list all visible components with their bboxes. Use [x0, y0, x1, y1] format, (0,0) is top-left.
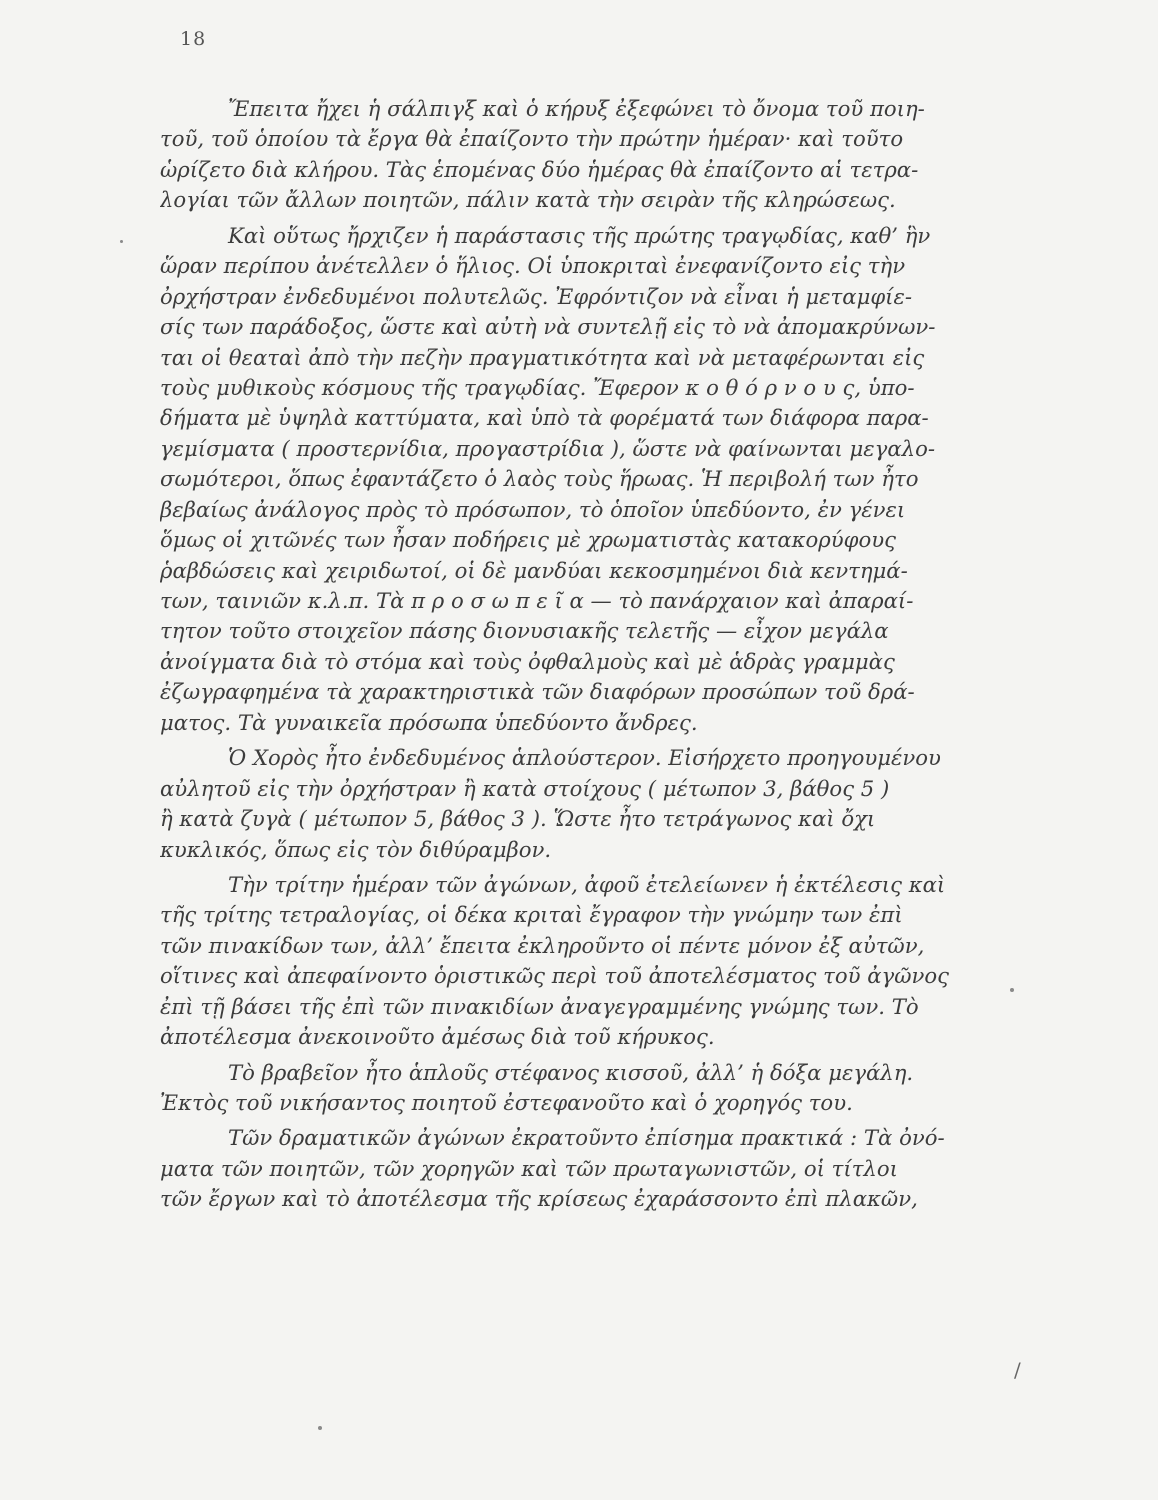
- text-line: οἵτινες καὶ ἀπεφαίνοντο ὁριστικῶς περὶ τοῦ ἀποτελέσματος τοῦ ἀγῶνος: [160, 963, 949, 989]
- text-line: τοὺς μυθικοὺς κόσμους τῆς τραγῳδίας. Ἔφερον κ ο θ ό ρ ν ο υ ς, ὑπο-: [160, 374, 915, 400]
- text-line: τῶν ἔργων καὶ τὸ ἀποτέλεσμα τῆς κρίσεως ἐχαράσσοντο ἐπὶ πλακῶν,: [160, 1186, 918, 1212]
- text-line: ἀποτέλεσμα ἀνεκοινοῦτο ἀμέσως διὰ τοῦ κήρυκος.: [160, 1024, 715, 1050]
- body-text: [160, 94, 1020, 1215]
- text-line: τητον τοῦτο στοιχεῖον πάσης διονυσιακῆς τελετῆς — εἶχον μεγάλα: [160, 618, 889, 644]
- text-line: Ἐκτὸς τοῦ νικήσαντος ποιητοῦ ἐστεφανοῦτο καὶ ὁ χορηγός του.: [160, 1090, 853, 1115]
- scan-speck: [120, 240, 123, 243]
- scan-speck: [318, 1426, 322, 1430]
- paragraph: [160, 94, 1020, 216]
- text-line: σίς των παράδοξος, ὥστε καὶ αὐτὴ νὰ συντελῇ εἰς τὸ νὰ ἀπομακρύνων-: [160, 314, 936, 340]
- text-line: Ὁ Χορὸς ἦτο ἐνδεδυμένος ἁπλούστερον. Εἰσήρχετο προηγουμένου: [228, 745, 941, 771]
- text-line: Ἔπειτα ἤχει ἡ σάλπιγξ καὶ ὁ κήρυξ ἐξεφώνει τὸ ὄνομα τοῦ ποιη-: [228, 96, 925, 121]
- text-line: ματα τῶν ποιητῶν, τῶν χορηγῶν καὶ τῶν πρωταγωνιστῶν, οἱ τίτλοι: [160, 1155, 898, 1181]
- text-line: γεμίσματα ( προστερνίδια, προγαστρίδια ), ὥστε νὰ φαίνωνται μεγαλο-: [160, 435, 935, 461]
- text-line: ἀνοίγματα διὰ τὸ στόμα καὶ τοὺς ὀφθαλμοὺς καὶ μὲ ἁδρὰς γραμμὰς: [160, 648, 895, 674]
- scan-speck: [1010, 988, 1014, 992]
- text-line: αὐλητοῦ εἰς τὴν ὀρχήστραν ἢ κατὰ στοίχους ( μέτωπον 3, βάθος 5 ): [160, 775, 890, 801]
- text-line: ἐπὶ τῇ βάσει τῆς ἐπὶ τῶν πινακιδίων ἀναγεγραμμένης γνώμης των. Τὸ: [160, 993, 919, 1019]
- text-line: ὡρίζετο διὰ κλήρου. Τὰς ἑπομένας δύο ἡμέρας θὰ ἐπαίζοντο αἱ τετρα-: [160, 156, 919, 182]
- text-line: τῆς τρίτης τετραλογίας, οἱ δέκα κριταὶ ἔγραφον τὴν γνώμην των ἐπὶ: [160, 902, 903, 928]
- text-line: ματος. Τὰ γυναικεῖα πρόσωπα ὑπεδύοντο ἄνδρες.: [160, 709, 698, 735]
- text-line: σωμότεροι, ὅπως ἐφαντάζετο ὁ λαὸς τοὺς ἥρωας. Ἡ περιβολή των ἦτο: [160, 466, 919, 492]
- paragraph: [160, 743, 1020, 865]
- paragraph: [160, 1123, 1020, 1214]
- text-line: τοῦ, τοῦ ὁποίου τὰ ἔργα θὰ ἐπαίζοντο τὴν πρώτην ἡμέραν· καὶ τοῦτο: [160, 126, 904, 152]
- text-line: ἢ κατὰ ζυγὰ ( μέτωπον 5, βάθος 3 ). Ὥστε ἦτο τετράγωνος καὶ ὄχι: [160, 806, 876, 832]
- text-line: των, ταινιῶν κ.λ.π. Τὰ π ρ ο σ ω π ε ῖ α — τὸ πανάρχαιον καὶ ἀπαραί-: [160, 588, 914, 613]
- pencil-mark: /: [1014, 1358, 1021, 1382]
- text-line: Τὸ βραβεῖον ἦτο ἁπλοῦς στέφανος κισσοῦ, ἀλλ’ ἡ δόξα μεγάλη.: [228, 1059, 914, 1085]
- text-line: ὥραν περίπου ἀνέτελλεν ὁ ἥλιος. Οἱ ὑποκριταὶ ἐνεφανίζοντο εἰς τὴν: [160, 253, 906, 279]
- text-line: Τὴν τρίτην ἡμέραν τῶν ἀγώνων, ἀφοῦ ἐτελείωνεν ἡ ἐκτέλεσις καὶ: [228, 871, 946, 897]
- text-line: τῶν πινακίδων των, ἀλλ’ ἔπειτα ἐκληροῦντο οἱ πέντε μόνον ἐξ αὐτῶν,: [160, 932, 925, 958]
- text-line: ὀρχήστραν ἐνδεδυμένοι πολυτελῶς. Ἐφρόντιζον νὰ εἶναι ἡ μεταμφίε-: [160, 283, 913, 309]
- text-line: Τῶν δραματικῶν ἀγώνων ἐκρατοῦντο ἐπίσημα πρακτικά : Τὰ ὀνό-: [228, 1125, 945, 1151]
- paragraph: [160, 221, 1020, 738]
- text-line: ὅμως οἱ χιτῶνές των ἦσαν ποδήρεις μὲ χρωματιστὰς κατακορύφους: [160, 527, 896, 553]
- text-line: λογίαι τῶν ἄλλων ποιητῶν, πάλιν κατὰ τὴν σειρὰν τῆς κληρώσεως.: [160, 187, 896, 213]
- text-line: βεβαίως ἀνάλογος πρὸς τὸ πρόσωπον, τὸ ὁποῖον ὑπεδύοντο, ἐν γένει: [160, 496, 906, 522]
- text-line: ται οἱ θεαταὶ ἀπὸ τὴν πεζὴν πραγματικότητα καὶ νὰ μεταφέρωνται εἰς: [160, 344, 925, 370]
- text-line: Καὶ οὕτως ἤρχιζεν ἡ παράστασις τῆς πρώτης τραγῳδίας, καθ’ ἣν: [228, 222, 931, 248]
- paragraph: [160, 870, 1020, 1053]
- page-number: 18: [180, 28, 207, 50]
- text-line: κυκλικός, ὅπως εἰς τὸν διθύραμβον.: [160, 836, 552, 862]
- text-line: ἐζωγραφημένα τὰ χαρακτηριστικὰ τῶν διαφόρων προσώπων τοῦ δρά-: [160, 679, 915, 705]
- paragraph: [160, 1058, 1020, 1119]
- text-line: ῥαβδώσεις καὶ χειριδωτοί, οἱ δὲ μανδύαι κεκοσμημένοι διὰ κεντημά-: [160, 557, 908, 583]
- text-line: δήματα μὲ ὑψηλὰ καττύματα, καὶ ὑπὸ τὰ φορέματά των διάφορα παρα-: [160, 405, 929, 431]
